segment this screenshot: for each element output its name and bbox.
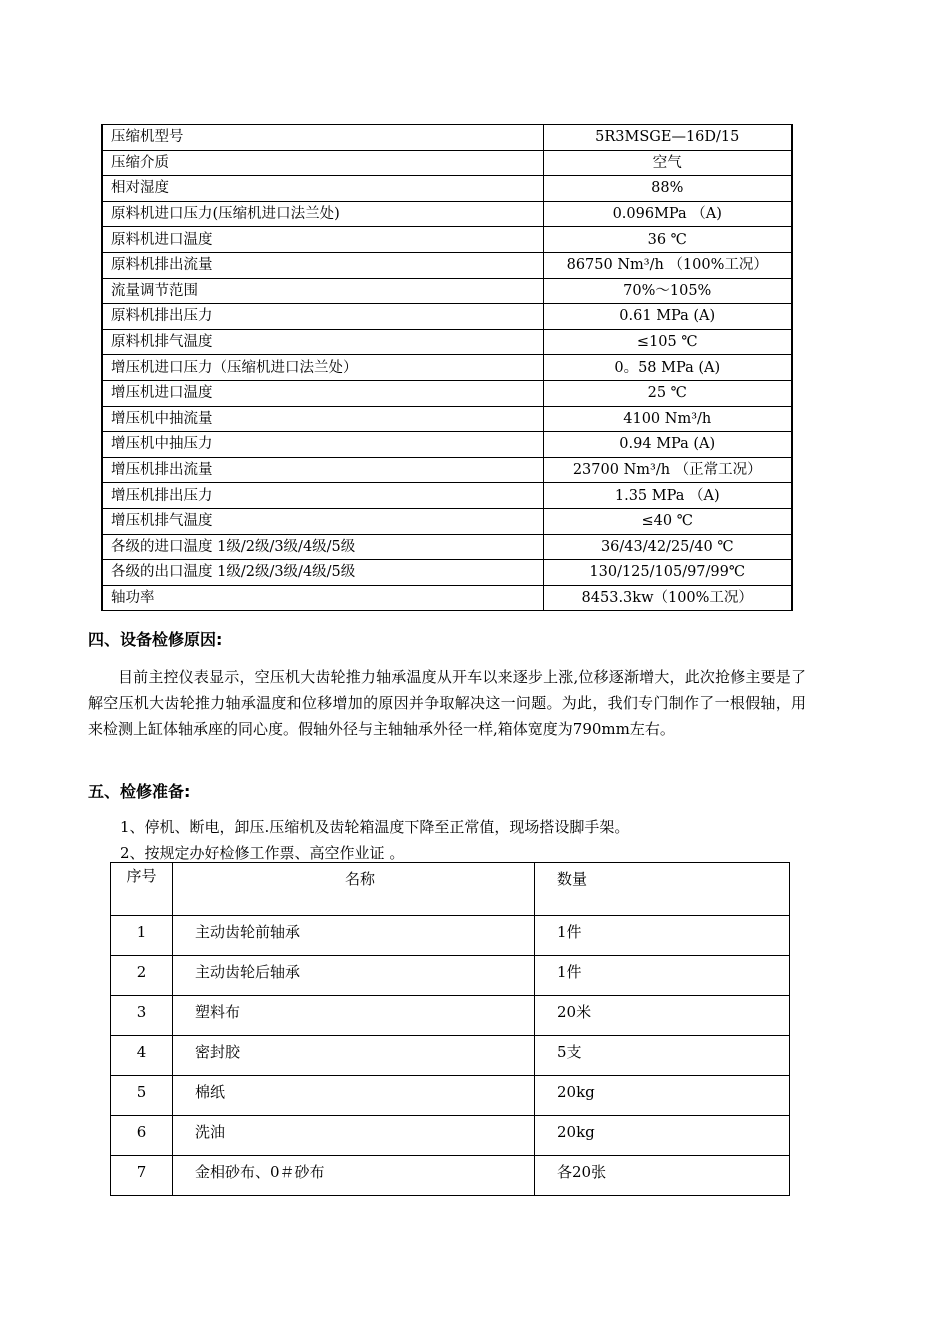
table-row	[102, 227, 792, 253]
param-cell: 增压机进口压力（压缩机进口法兰处）	[102, 355, 543, 381]
value-cell: 5R3MSGE—16D/15	[543, 125, 792, 151]
table-row	[111, 956, 790, 996]
table-row	[102, 329, 792, 355]
preparation-item: 1、停机、断电，卸压.压缩机及齿轮箱温度下降至正常值，现场搭设脚手架。	[120, 818, 630, 836]
row-no: 1	[111, 916, 173, 956]
table-row	[102, 432, 792, 458]
row-name: 洗油	[173, 1116, 535, 1156]
header-qty: 数量	[535, 863, 790, 916]
value-cell: 36/43/42/25/40 ℃	[543, 534, 792, 560]
table-row	[102, 201, 792, 227]
row-qty: 各20张	[535, 1156, 790, 1196]
value-cell: 88%	[543, 176, 792, 202]
value-cell: 0.94 MPa (A)	[543, 432, 792, 458]
value-cell: ≤40 ℃	[543, 508, 792, 534]
value-cell: 130/125/105/97/99℃	[543, 560, 792, 586]
table-row	[102, 304, 792, 330]
table-row	[102, 252, 792, 278]
value-cell: 70%～105%	[543, 278, 792, 304]
param-cell: 原料机排出压力	[102, 304, 543, 330]
table-row	[102, 176, 792, 202]
row-name: 棉纸	[173, 1076, 535, 1116]
table-row	[111, 916, 790, 956]
param-cell: 流量调节范围	[102, 278, 543, 304]
row-name: 金相砂布、0＃砂布	[173, 1156, 535, 1196]
table-row	[102, 125, 792, 151]
row-qty: 20kg	[535, 1116, 790, 1156]
value-cell: 8453.3kw（100%工况）	[543, 585, 792, 611]
value-cell: 1.35 MPa （A)	[543, 483, 792, 509]
row-qty: 20米	[535, 996, 790, 1036]
param-cell: 原料机排气温度	[102, 329, 543, 355]
param-cell: 增压机排出流量	[102, 457, 543, 483]
value-cell: 23700 Nm³/h （正常工况）	[543, 457, 792, 483]
param-cell: 增压机排出压力	[102, 483, 543, 509]
row-no: 5	[111, 1076, 173, 1116]
row-name: 主动齿轮后轴承	[173, 956, 535, 996]
table-row	[102, 457, 792, 483]
table-header-row	[111, 863, 790, 916]
table-row	[111, 1076, 790, 1116]
table-row	[102, 380, 792, 406]
value-cell: 25 ℃	[543, 380, 792, 406]
table-row	[102, 278, 792, 304]
param-cell: 相对湿度	[102, 176, 543, 202]
param-cell: 增压机排气温度	[102, 508, 543, 534]
row-qty: 1件	[535, 956, 790, 996]
table-row	[102, 483, 792, 509]
table-row	[102, 560, 792, 586]
section-heading-repair-preparation: 五、检修准备:	[88, 782, 191, 801]
row-no: 3	[111, 996, 173, 1036]
param-cell: 原料机进口压力(压缩机进口法兰处)	[102, 201, 543, 227]
table-row	[102, 585, 792, 611]
materials-table	[110, 862, 790, 1196]
table-row	[111, 1116, 790, 1156]
param-cell: 增压机中抽压力	[102, 432, 543, 458]
table-row	[111, 996, 790, 1036]
table-row	[102, 150, 792, 176]
header-no: 序号	[111, 863, 173, 916]
param-cell: 原料机排出流量	[102, 252, 543, 278]
row-name: 密封胶	[173, 1036, 535, 1076]
row-no: 4	[111, 1036, 173, 1076]
table-row	[102, 534, 792, 560]
value-cell: 4100 Nm³/h	[543, 406, 792, 432]
row-qty: 20kg	[535, 1076, 790, 1116]
param-cell: 原料机进口温度	[102, 227, 543, 253]
table-row	[102, 406, 792, 432]
table-row	[102, 355, 792, 381]
value-cell: 36 ℃	[543, 227, 792, 253]
param-cell: 各级的出口温度 1级/2级/3级/4级/5级	[102, 560, 543, 586]
row-name: 主动齿轮前轴承	[173, 916, 535, 956]
row-qty: 5支	[535, 1036, 790, 1076]
value-cell: 0.096MPa （A)	[543, 201, 792, 227]
row-no: 7	[111, 1156, 173, 1196]
param-cell: 增压机中抽流量	[102, 406, 543, 432]
row-no: 6	[111, 1116, 173, 1156]
preparation-item: 2、按规定办好检修工作票、高空作业证 。	[120, 844, 405, 862]
param-cell: 增压机进口温度	[102, 380, 543, 406]
value-cell: 0.61 MPa (A)	[543, 304, 792, 330]
value-cell: ≤105 ℃	[543, 329, 792, 355]
param-cell: 轴功率	[102, 585, 543, 611]
header-name: 名称	[173, 863, 535, 916]
repair-reason-paragraph: 目前主控仪表显示，空压机大齿轮推力轴承温度从开车以来逐步上涨,位移逐渐增大，此次抢修主要是了解空压机大齿轮推力轴承温度和位移增加的原因并争取解决这一问题。为此，我们专门制作了一根假轴，用来检测上缸体轴承座的同心度。假轴外径与主轴轴承外径一样,箱体宽度为790mm左右。	[88, 668, 806, 738]
table-row	[102, 508, 792, 534]
table-row	[111, 1036, 790, 1076]
row-no: 2	[111, 956, 173, 996]
row-name: 塑料布	[173, 996, 535, 1036]
param-cell: 各级的进口温度 1级/2级/3级/4级/5级	[102, 534, 543, 560]
value-cell: 86750 Nm³/h （100%工况）	[543, 252, 792, 278]
value-cell: 空气	[543, 150, 792, 176]
section-heading-repair-reason: 四、设备检修原因:	[88, 630, 223, 649]
param-cell: 压缩机型号	[102, 125, 543, 151]
param-cell: 压缩介质	[102, 150, 543, 176]
compressor-spec-table	[101, 124, 793, 611]
table-row	[111, 1156, 790, 1196]
row-qty: 1件	[535, 916, 790, 956]
value-cell: 0。58 MPa (A)	[543, 355, 792, 381]
